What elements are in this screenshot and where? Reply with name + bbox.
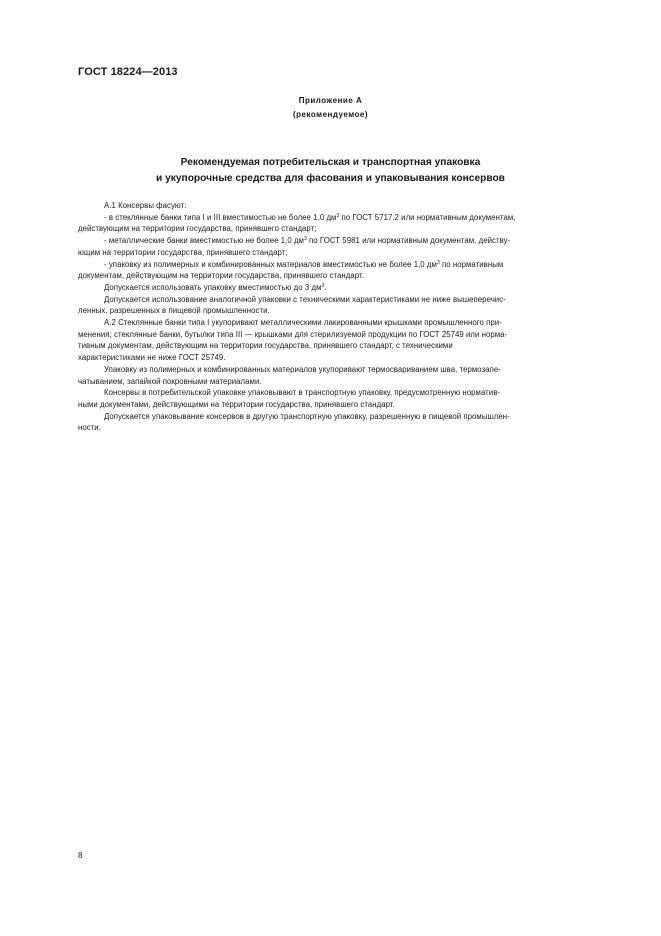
body-line: документам, действующим на территории государства, принявшего стандарт. — [78, 271, 364, 281]
body-line: ности. — [78, 423, 101, 433]
body-line: Допускается использовать упаковку вместимостью до 3 $дм^3$. — [104, 282, 327, 292]
page-number: 8 — [78, 851, 83, 860]
body-line: Консервы в потребительской упаковке упаковывают в транспортную упаковку, предусмотренную норматив- — [104, 388, 501, 398]
body-line: ленных, разрешенных в пищевой промышленности. — [78, 306, 270, 316]
document-header: ГОСТ 18224—2013 — [78, 66, 178, 78]
body-line: А.1 Консервы фасуют: — [104, 201, 187, 210]
body-line: Допускается упаковывание консервов в другую транспортную упаковку, разрешенную в пищевой промышлен- — [104, 411, 510, 421]
body-line: А.2 Стеклянные банки типа I укупоривают металлическими лакированными крышками промышленного при- — [104, 318, 502, 328]
body-line: ными документами, действующими на территории государства, принявшего стандарт. — [78, 399, 395, 409]
body-line: чатыванием, запайкой покровными материалами. — [78, 376, 262, 386]
body-line: - в стеклянные банки типа I и III вместимостью не более 1,0 $дм^3$ по ГОСТ 5717.2 или нормативным документам, — [104, 212, 516, 222]
body-line: - металлические банки вместимостью не более 1,0 $дм^3$ по ГОСТ 5981 или нормативным документам, действу- — [104, 236, 511, 246]
document-body — [78, 200, 613, 434]
body-line: характеристиками не ниже ГОСТ 25749. — [78, 353, 226, 363]
body-line: тивным документам, действующим на территории государства, принявшего стандарт, с техническими — [78, 341, 453, 351]
appendix-title: Приложение А — [298, 96, 363, 105]
body-line: менения; стеклянные банки, бутылки типа III — крышками для стерилизуемой продукции по ГОСТ 25749 или норма- — [78, 329, 508, 339]
body-line: действующим на территории государства, принявшего стандарт; — [78, 224, 317, 234]
body-line: - упаковку из полимерных и комбинированных материалов вместимостью не более 1,0 $дм^3$ по нормативным — [104, 259, 504, 269]
section-title-line-1: Рекомендуемая потребительская и транспортная упаковка — [180, 157, 481, 168]
body-line: Упаковку из полимерных и комбинированных материалов укупоривают термосвариванием шва, термозапе- — [104, 364, 501, 374]
section-title-line-2: и укупорочные средства для фасования и упаковывания консервов — [156, 173, 505, 184]
body-line: Допускается использование аналогичной упаковки с техническими характеристиками не ниже вышеперечис- — [104, 294, 506, 304]
body-line: ющим на территории государства, принявшего стандарт; — [78, 247, 288, 257]
appendix-status: (рекомендуемое) — [292, 110, 369, 119]
